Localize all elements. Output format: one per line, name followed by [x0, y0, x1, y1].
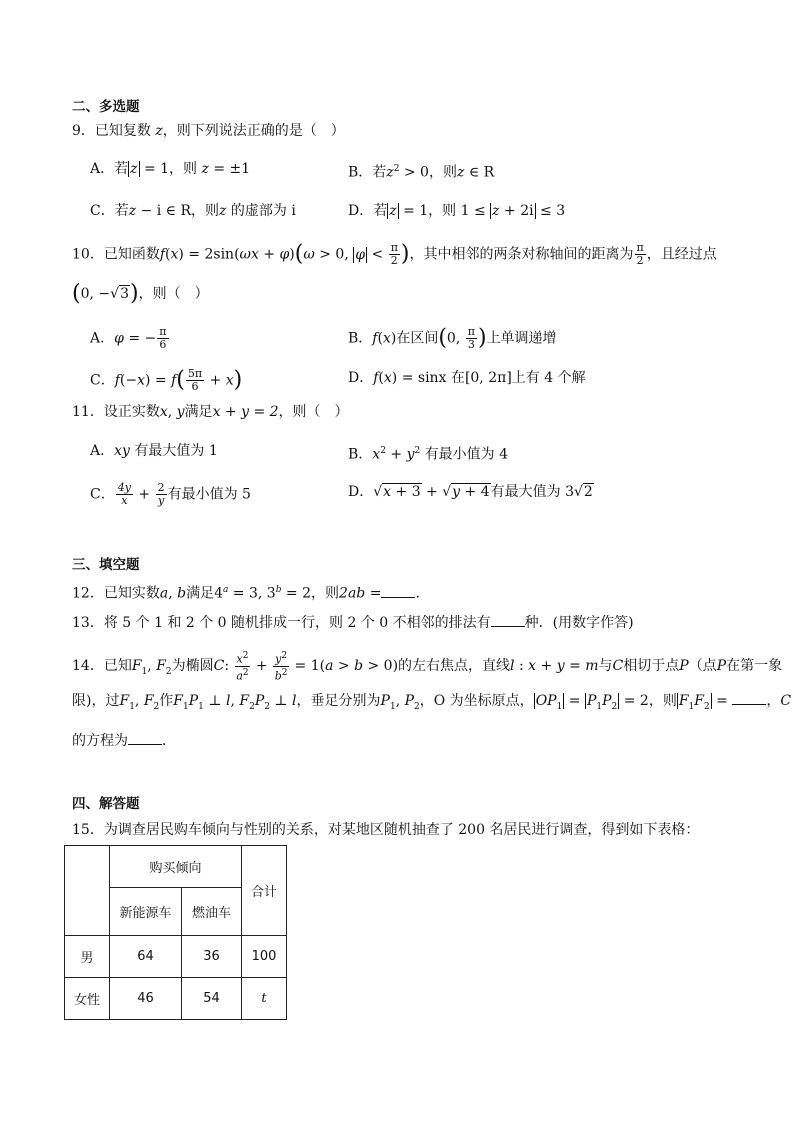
section-heading-multi: 二、多选题: [72, 99, 140, 115]
table-header-group: 购买倾向: [110, 846, 242, 888]
q9-d-end: ≤ 3: [540, 203, 566, 219]
q9-c-expr: − i ∈ R: [140, 203, 192, 219]
q14-l2a: 限)，过: [72, 693, 120, 709]
q14-l1g: 在第一象: [726, 658, 783, 675]
q11-c-label: C．: [90, 486, 115, 503]
q11-option-a: A．xy 有最大值为 1: [90, 443, 218, 459]
q10-stem-c: ，且经过点: [646, 246, 717, 263]
q9-c-label: C．若: [90, 203, 129, 219]
q14-l1d: 与: [598, 658, 613, 675]
q12-a: 12．已知实数: [72, 585, 160, 602]
q13-end: 种．(用数字作答): [524, 615, 634, 631]
q10-stem-a: 10．已知函数: [72, 246, 160, 263]
q11-a-label: A．: [90, 443, 115, 459]
q10-c-label: C．: [90, 372, 115, 389]
q9-b-label: B．若: [348, 164, 387, 181]
q14-l3b: ．: [162, 733, 176, 749]
q11-stem-c: x + y = 2: [212, 404, 279, 420]
q10-a-label: A．: [90, 330, 115, 347]
q9-a-mid: = 1，则: [143, 161, 198, 177]
table-header-total: 合计: [242, 846, 287, 936]
q9-a-end: = ±1: [213, 161, 251, 177]
question-14-line1: 14．已知$F_1$, $F_2$为椭圆C: $\frac{x^2}{a^2}$ + $\frac{y^2}{b^2}$ = 1(a > b > 0)的左右焦点，直线l : x + y = m与C相切于点P（点P在第一象: [72, 651, 783, 683]
q11-d-text: 有最大值为: [490, 484, 561, 500]
q10-stem-b: ，其中相邻的两条对称轴间的距离为: [409, 246, 634, 263]
table-cell: t: [242, 978, 287, 1020]
q9-option-a: A．若 z = 1，则 z = ±1: [90, 161, 251, 177]
q14-l1e: 相切于点: [623, 658, 680, 675]
q11-c-text: 有最小值为 5: [167, 486, 251, 503]
q9-option-b: B．若$z^2 > 0$，则z ∈ R: [348, 164, 495, 181]
q14-l2e: ，则: [648, 693, 677, 709]
question-10-stem: 10．已知函数f(x) = 2sin(ωx + φ)(ω > 0, φ < $\frac{\pi}{2}$ )，其中相邻的两条对称轴间的距离为 $\frac{\pi}{2}$ ，且经过点: [72, 241, 717, 267]
table-cell: 46: [110, 978, 182, 1020]
q9-c-mid: ，则: [191, 203, 220, 219]
q10-d-text: = sinx 在: [401, 370, 465, 386]
q10-line2: ，则（ ）: [138, 286, 209, 302]
q9-b-end: ∈ R: [468, 164, 495, 181]
q14-l2f: ，: [766, 693, 781, 709]
q10-b-label: B．: [348, 330, 373, 347]
q13-text: 13．将 5 个 1 和 2 个 0 随机排成一行，则 2 个 0 不相邻的排法有: [72, 615, 491, 631]
q14-l1a: 14．已知: [72, 658, 132, 675]
q12-c: ，则: [311, 585, 340, 602]
q9-b-mid: > 0，则: [403, 164, 457, 181]
q11-b-text: 有最小值为 4: [424, 446, 509, 463]
q11-a-text: 有最大值为 1: [134, 443, 218, 459]
table-row: [65, 978, 287, 1020]
table-cell: 64: [110, 936, 182, 978]
q14-l2b: 作: [159, 693, 174, 709]
question-15-stem: 15．为调查居民购车倾向与性别的关系，对某地区随机抽查了 200 名居民进行调查，得到如下表格：: [72, 822, 700, 838]
q12-b: 满足: [186, 585, 215, 602]
question-11-stem: 11．设正实数x, y满足x + y = 2，则（ ）: [72, 404, 349, 420]
q11-option-b: B．$x^2 + y^2$ 有最小值为 4: [348, 446, 509, 463]
question-14-line2: 限)，过$F_1$, $F_2$作$F_1P_1$ ⊥ l, $F_2P_2$ ⊥ l，垂足分别为$P_1$, $P_2$，O 为坐标原点， $OP_1 = P_1P_2 = 2$，则 $F_1F_2$ = ，C: [72, 690, 791, 717]
q14-l1f: （点: [688, 658, 717, 675]
q10-option-b: B．f(x)在区间(0, $\frac{\pi}{3}$ )上单调递增: [348, 325, 557, 351]
section-heading-answer: 四、解答题: [72, 796, 140, 812]
q10-b-text: 在区间: [396, 330, 439, 347]
table-col-fuel: 燃油车: [182, 888, 242, 936]
q12-e: .: [415, 585, 420, 602]
table-row: [65, 936, 287, 978]
survey-table: [64, 845, 287, 1020]
question-12: 12．已知实数a, b满足$4^a = 3$, $3^b = 2$，则2ab = .: [72, 580, 420, 604]
q14-l1b: 为椭圆: [171, 658, 214, 675]
answer-blank[interactable]: [732, 690, 766, 705]
answer-blank[interactable]: [381, 583, 415, 598]
q11-option-c: C． $\frac{4y}{x}$ + $\frac{2}{y}$ 有最小值为 5: [90, 481, 251, 507]
q9-d-mid: = 1，则 1 ≤: [403, 203, 486, 219]
q10-option-a: A．φ = − $\frac{\pi}{6}$: [90, 325, 167, 351]
question-9-stem: 9．已知复数 z，则下列说法正确的是（ ）: [72, 123, 345, 139]
q11-b-label: B．: [348, 446, 373, 463]
question-10-line2: (0, −√3)，则（ ）: [72, 281, 209, 306]
q11-stem-b: 满足: [184, 404, 213, 420]
q10-option-c: C．f(−x) = f( $\frac{5\pi}{6}$ + x): [90, 367, 243, 393]
table-row-label: 男: [65, 936, 110, 978]
answer-blank[interactable]: [491, 612, 525, 627]
q10-a-text: φ = −: [114, 330, 157, 347]
q11-stem-a: 11．设正实数: [72, 404, 160, 420]
table-row-label: 女性: [65, 978, 110, 1020]
table-cell: 54: [182, 978, 242, 1020]
q9-d-label: D．若: [348, 203, 388, 219]
q9-option-d: D．若 z = 1，则 1 ≤ z + 2i ≤ 3: [348, 203, 566, 219]
question-13: [72, 612, 634, 633]
q9-stem-text-2: ，则下列说法正确的是（ ）: [162, 123, 345, 139]
section-heading-fill: 三、填空题: [72, 557, 140, 573]
q11-stem-d: ，则（ ）: [278, 404, 349, 420]
q10-d-label: D．: [348, 370, 374, 386]
table-corner-cell: [65, 846, 110, 936]
answer-blank[interactable]: [128, 730, 162, 745]
question-14-line3: [72, 730, 176, 751]
q9-option-c: C．若z − i ∈ R，则z 的虚部为 i: [90, 203, 296, 219]
table-col-new-energy: 新能源车: [110, 888, 182, 936]
q12-d: 2ab =: [339, 585, 382, 602]
q11-d-label: D．: [348, 484, 374, 500]
q9-a-label: A．若: [90, 161, 129, 177]
q11-option-d: D．√x + 3 + √y + 4有最大值为 3√2: [348, 484, 593, 500]
q10-d-end: 上有 4 个解: [511, 370, 586, 386]
table-cell: 100: [242, 936, 287, 978]
q14-l3a: 的方程为: [72, 733, 128, 749]
q14-l2d: ，O 为坐标原点，: [419, 693, 534, 709]
q10-option-d: D．f(x) = sinx 在[0, 2π]上有 4 个解: [348, 370, 586, 386]
q14-l2c: ，垂足分别为: [296, 693, 381, 709]
q9-c-end: 的虚部为 i: [230, 203, 296, 219]
table-cell: 36: [182, 936, 242, 978]
q14-l1c: 的左右焦点，直线: [398, 658, 511, 675]
q9-stem-text: 9．已知复数: [72, 123, 151, 139]
q10-b-end: 上单调递增: [486, 330, 557, 347]
